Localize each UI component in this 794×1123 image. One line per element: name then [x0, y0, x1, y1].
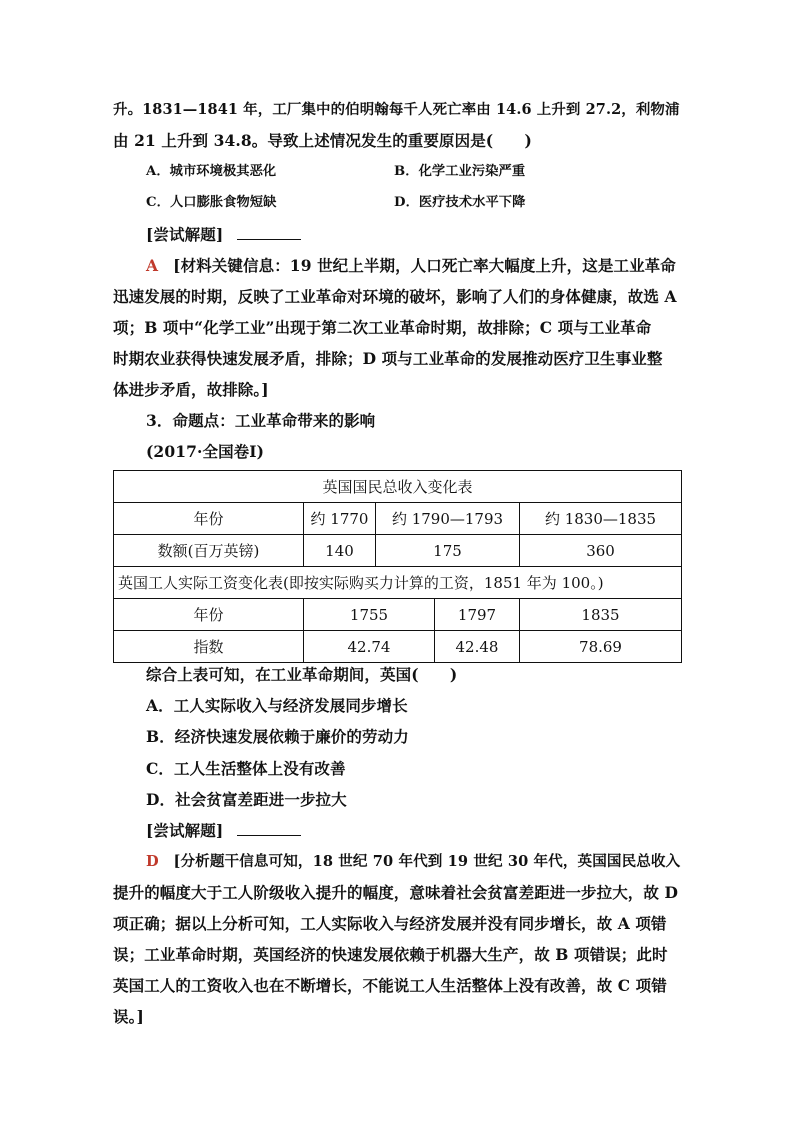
table-cell-year-1830: 约 1830—1835 — [520, 503, 682, 535]
table-title-1: 英国国民总收入变化表 — [114, 471, 682, 503]
table-cell-year-1755: 1755 — [304, 599, 435, 631]
q2-try-solve — [146, 223, 301, 245]
table-cell-index-2: 42.48 — [435, 631, 520, 663]
q3-explanation-line-2: 提升的幅度大于工人阶级收入提升的幅度，意味着社会贫富差距进一步拉大，故 D — [113, 883, 679, 902]
q3-answer-blank — [237, 821, 301, 836]
table-cell-index-3: 78.69 — [520, 631, 682, 663]
table-title-2: 英国工人实际工资变化表(即按实际购买力计算的工资，1851 年为 100。) — [114, 567, 682, 599]
q2-answer-letter: A — [146, 256, 159, 275]
q2-explanation-line-3: 项；B 项中“化学工业”出现于第二次工业革命时期，故排除；C 项与工业革命 — [113, 318, 652, 337]
q3-option-a: A．工人实际收入与经济发展同步增长 — [146, 696, 408, 715]
q2-explanation-line-5: 体进步矛盾，故排除。] — [113, 380, 269, 399]
q2-explanation-line-4: 时期农业获得快速发展矛盾，排除；D 项与工业革命的发展推动医疗卫生事业整 — [113, 349, 663, 368]
q3-option-b: B．经济快速发展依赖于廉价的劳动力 — [146, 727, 409, 746]
table-row-years-1 — [114, 503, 682, 535]
q2-explanation-line-1 — [146, 254, 676, 276]
q2-try-label: [尝试解题] — [146, 225, 224, 244]
q3-explanation-line-4: 误；工业革命时期，英国经济的快速发展依赖于机器大生产，故 B 项错误；此时 — [113, 945, 668, 964]
q2-option-a: A．城市环境极其恶化 — [146, 164, 277, 179]
table-title-row-1 — [114, 471, 682, 503]
table-cell-index-label: 指数 — [114, 631, 304, 663]
q3-option-d: D．社会贫富差距进一步拉大 — [146, 790, 347, 809]
q3-try-label: [尝试解题] — [146, 821, 224, 840]
q3-explanation-line-6: 误。] — [113, 1007, 144, 1026]
table-title-row-2 — [114, 567, 682, 599]
q3-source: (2017·全国卷Ⅰ) — [146, 442, 265, 461]
q2-answer-blank — [237, 225, 301, 240]
table-cell-year-1797: 1797 — [435, 599, 520, 631]
q3-answer-letter: D — [146, 853, 159, 870]
q3-data-table — [113, 470, 682, 663]
q2-stem-line-2: 由 21 上升到 34.8。导致上述情况发生的重要原因是( ) — [113, 131, 532, 150]
table-row-amounts — [114, 535, 682, 567]
q3-option-c: C．工人生活整体上没有改善 — [146, 759, 346, 778]
table-cell-year-1790: 约 1790—1793 — [376, 503, 520, 535]
q3-explanation-text-1: [分析题干信息可知，18 世纪 70 年代到 19 世纪 30 年代，英国国民总收入 — [173, 853, 681, 870]
table-cell-year-1835: 1835 — [520, 599, 682, 631]
table-row-indexes — [114, 631, 682, 663]
q3-stem: 综合上表可知，在工业革命期间，英国( ) — [146, 665, 458, 684]
q2-option-b: B．化学工业污染严重 — [394, 164, 526, 179]
q2-explanation-text-1: [材料关键信息：19 世纪上半期，人口死亡率大幅度上升，这是工业革命 — [173, 256, 676, 275]
q3-explanation-line-1 — [146, 850, 680, 871]
q2-explanation-line-2: 迅速发展的时期，反映了工业革命对环境的破坏，影响了人们的身体健康，故选 A — [113, 287, 677, 306]
table-cell-amount-3: 360 — [520, 535, 682, 567]
q3-explanation-line-5: 英国工人的工资收入也在不断增长，不能说工人生活整体上没有改善，故 C 项错 — [113, 976, 667, 995]
q3-explanation-line-3: 项正确；据以上分析可知，工人实际收入与经济发展并没有同步增长，故 A 项错 — [113, 914, 667, 933]
table-cell-year-label-1: 年份 — [114, 503, 304, 535]
table-row-years-2 — [114, 599, 682, 631]
q3-try-solve — [146, 819, 301, 841]
table-cell-amount-1: 140 — [304, 535, 376, 567]
table-cell-amount-2: 175 — [376, 535, 520, 567]
q2-stem-line-1: 升。1831—1841 年，工厂集中的伯明翰每千人死亡率由 14.6 上升到 27.2，利物浦 — [113, 101, 680, 118]
q2-option-d: D．医疗技术水平下降 — [394, 195, 526, 210]
table-cell-year-1770: 约 1770 — [304, 503, 376, 535]
table-cell-amount-label: 数额(百万英镑) — [114, 535, 304, 567]
table-cell-year-label-2: 年份 — [114, 599, 304, 631]
q3-heading: 3．命题点：工业革命带来的影响 — [146, 411, 376, 430]
q2-option-c: C．人口膨胀食物短缺 — [146, 195, 277, 210]
table-cell-index-1: 42.74 — [304, 631, 435, 663]
